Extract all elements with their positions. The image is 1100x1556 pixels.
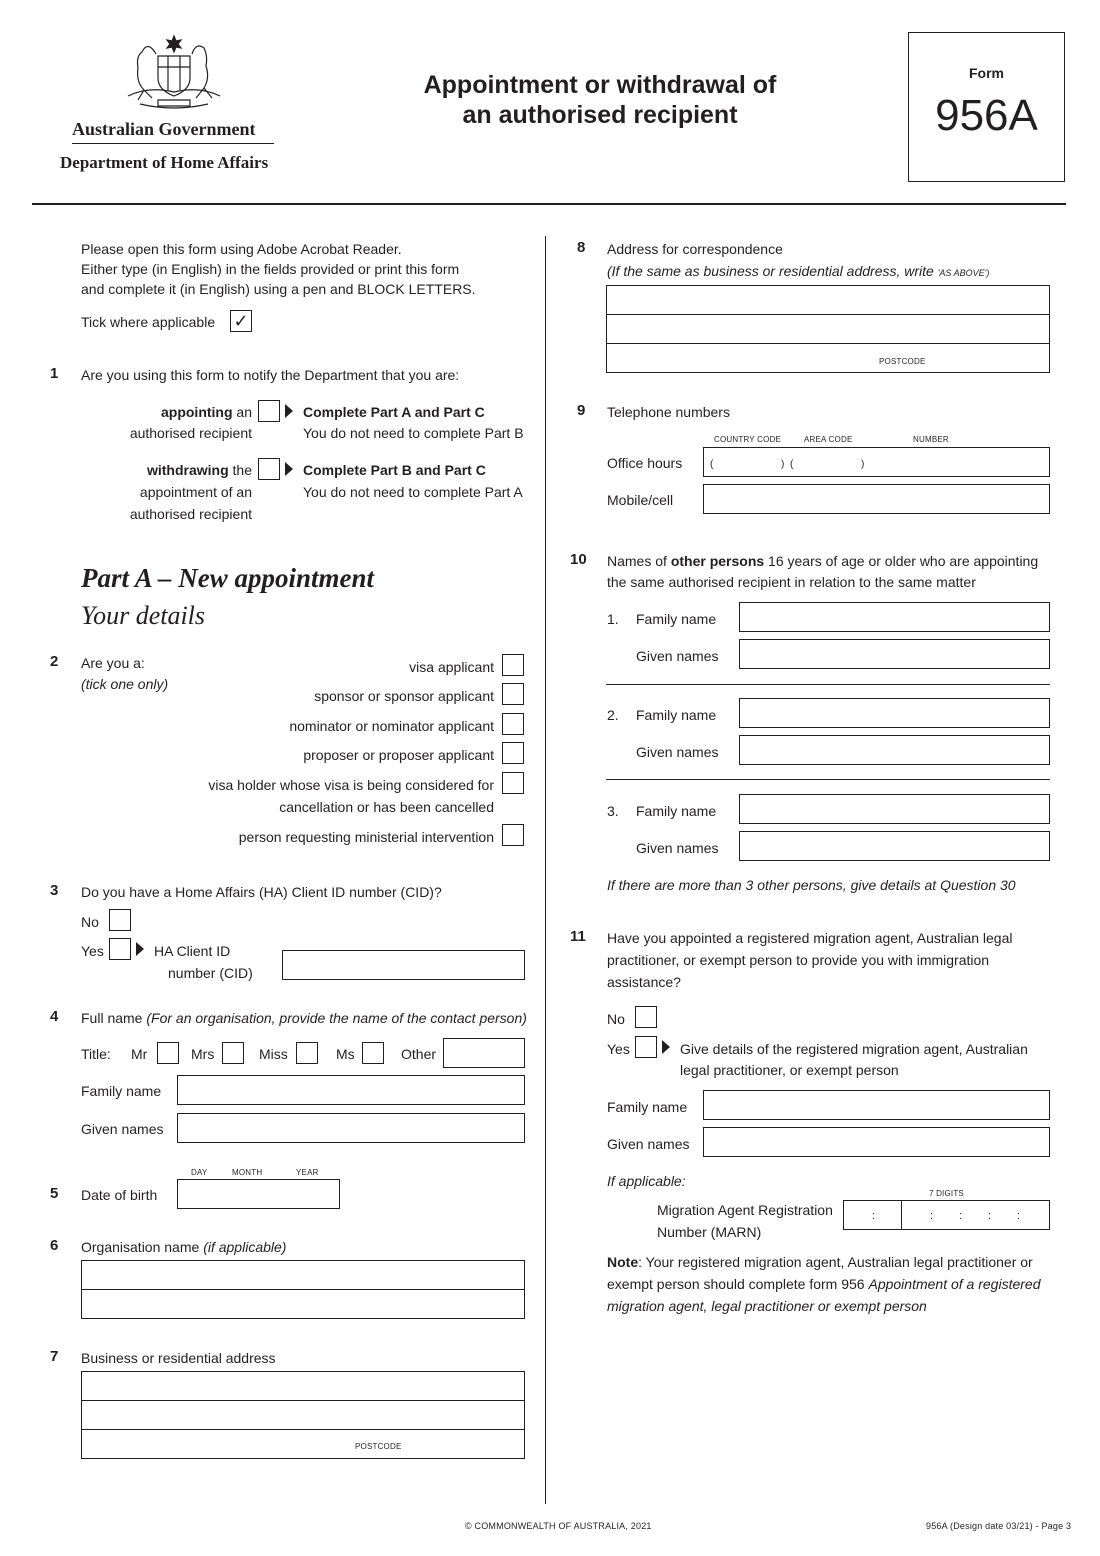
- nominator-checkbox[interactable]: [502, 713, 524, 735]
- q3-number: 3: [50, 882, 59, 899]
- agent-no-checkbox[interactable]: [635, 1006, 657, 1028]
- person2-family-label: Family name: [636, 707, 717, 723]
- q4-number: 4: [50, 1008, 59, 1025]
- q3-yes-label: Yes: [81, 943, 104, 959]
- ministerial-intervention-checkbox[interactable]: [502, 824, 524, 846]
- q1-opt2-label: withdrawing the: [146, 462, 252, 478]
- q1-opt2-note: You do not need to complete Part A: [303, 484, 523, 500]
- cid-no-checkbox[interactable]: [109, 909, 131, 931]
- q11-note-line3: migration agent, legal practitioner or exempt person: [607, 1298, 927, 1314]
- cid-yes-checkbox[interactable]: [109, 938, 131, 960]
- q10-footnote: If there are more than 3 other persons, give details at Question 30: [607, 877, 1016, 893]
- arrow-right-icon: [662, 1040, 670, 1054]
- form-title: [400, 70, 800, 130]
- person3-family-label: Family name: [636, 803, 717, 819]
- marn-separator: :: [959, 1210, 963, 1222]
- form-title-line1: Appointment or withdrawal of: [423, 71, 777, 99]
- dob-year-label: YEAR: [296, 1168, 319, 1177]
- person2-given-label: Given names: [636, 744, 719, 760]
- address-line1-input[interactable]: [81, 1371, 525, 1401]
- address-line3-input[interactable]: [81, 1429, 525, 1459]
- q11-yes-text-line1: Give details of the registered migration agent, Australian: [680, 1041, 1028, 1057]
- sponsor-checkbox[interactable]: [502, 683, 524, 705]
- title-other-label: Other: [401, 1046, 437, 1062]
- paren: (: [710, 459, 714, 470]
- q10-text-line2: the same authorised recipient in relation to the same matter: [607, 574, 976, 590]
- q1-text: Are you using this form to notify the Department that you are:: [81, 367, 460, 383]
- agent-family-label: Family name: [607, 1099, 688, 1115]
- q2-opt-label: nominator or nominator applicant: [289, 718, 494, 734]
- postcode-label: POSTCODE: [355, 1442, 402, 1451]
- check-icon: ✓: [233, 311, 249, 331]
- marn-label-line2: Number (MARN): [657, 1224, 762, 1240]
- mobile-phone-input[interactable]: [703, 484, 1050, 514]
- q1-opt1-label2: authorised recipient: [129, 425, 252, 441]
- tick-example-box: [230, 310, 252, 332]
- organisation-name-input[interactable]: [81, 1260, 525, 1290]
- form-title-line2: an authorised recipient: [462, 101, 738, 129]
- person2-family-input[interactable]: [739, 698, 1050, 728]
- number-label: NUMBER: [913, 435, 949, 444]
- agency-name: Australian Government: [72, 119, 256, 139]
- q2-opt-label: visa applicant: [409, 659, 494, 675]
- person1-family-label: Family name: [636, 611, 717, 627]
- arrow-right-icon: [285, 462, 293, 476]
- q2-hint: (tick one only): [81, 676, 169, 692]
- agent-family-input[interactable]: [703, 1090, 1050, 1120]
- correspondence-line1-input[interactable]: [606, 285, 1050, 315]
- person3-index: 3.: [607, 803, 619, 819]
- title-other-input[interactable]: [443, 1038, 525, 1068]
- organisation-name-input-line2[interactable]: [81, 1289, 525, 1319]
- q1-opt2-label2: appointment of an: [139, 484, 252, 500]
- q3-no-label: No: [81, 914, 99, 930]
- intro-line3: and complete it (in English) using a pen and BLOCK LETTERS.: [81, 281, 476, 297]
- title-mrs-label: Mrs: [191, 1046, 215, 1062]
- marn-separator: :: [872, 1210, 876, 1222]
- office-hours-phone-input[interactable]: [703, 447, 1050, 477]
- intro-line1: Please open this form using Adobe Acrobat Reader.: [81, 241, 402, 257]
- dob-month-label: MONTH: [232, 1168, 263, 1177]
- q11-yes-label: Yes: [607, 1041, 630, 1057]
- tick-label: Tick where applicable: [81, 314, 216, 330]
- marn-label-line1: Migration Agent Registration: [657, 1202, 833, 1218]
- q2-opt-label: visa holder whose visa is being considered for: [208, 777, 494, 793]
- visa-holder-checkbox[interactable]: [502, 772, 524, 794]
- proposer-checkbox[interactable]: [502, 742, 524, 764]
- paren: ): [781, 459, 785, 470]
- form-label: Form: [969, 65, 1004, 81]
- cid-label-line2: number (CID): [168, 965, 253, 981]
- title-mr-label: Mr: [131, 1046, 148, 1062]
- appointing-checkbox[interactable]: [258, 400, 280, 422]
- q4-text: Full name (For an organisation, provide the name of the contact person): [81, 1010, 527, 1026]
- postcode-label: POSTCODE: [879, 357, 926, 366]
- agent-given-input[interactable]: [703, 1127, 1050, 1157]
- person1-index: 1.: [607, 611, 619, 627]
- if-applicable-label: If applicable:: [607, 1173, 686, 1189]
- q10-number: 10: [570, 551, 587, 568]
- intro-line2: Either type (in English) in the fields provided or print this form: [81, 261, 460, 277]
- person3-family-input[interactable]: [739, 794, 1050, 824]
- q8-text: Address for correspondence: [607, 241, 783, 257]
- page-info: 956A (Design date 03/21) - Page 3: [926, 1521, 1072, 1531]
- address-line2-input[interactable]: [81, 1400, 525, 1430]
- dob-input[interactable]: [177, 1179, 340, 1209]
- paren: ): [861, 459, 865, 470]
- q1-opt1-go: Complete Part A and Part C: [303, 404, 485, 420]
- q8-hint: (If the same as business or residential address, write 'AS ABOVE'): [607, 263, 990, 279]
- form-number: 956A: [935, 91, 1038, 140]
- agent-yes-checkbox[interactable]: [635, 1036, 657, 1058]
- marn-separator: :: [930, 1210, 934, 1222]
- person-divider: [606, 684, 1050, 685]
- q9-text: Telephone numbers: [607, 404, 730, 420]
- q1-opt1-label: appointing an: [160, 404, 252, 420]
- q11-number: 11: [570, 928, 586, 945]
- q11-text-line3: assistance?: [607, 974, 681, 990]
- agent-given-label: Given names: [607, 1136, 690, 1152]
- correspondence-line2-input[interactable]: [606, 314, 1050, 344]
- form-number-box: [908, 32, 1065, 182]
- q11-text-line2: practitioner, or exempt person to provide you with immigration: [607, 952, 990, 968]
- mobile-label: Mobile/cell: [607, 492, 674, 508]
- correspondence-line3-input[interactable]: [606, 343, 1050, 373]
- marn-separator: :: [1017, 1210, 1021, 1222]
- q8-number: 8: [577, 239, 586, 256]
- office-hours-label: Office hours: [607, 455, 683, 471]
- agency-underline: [72, 143, 274, 144]
- copyright: © COMMONWEALTH OF AUSTRALIA, 2021: [465, 1521, 652, 1531]
- q1-opt2-go: Complete Part B and Part C: [303, 462, 486, 478]
- part-a-title: Part A – New appointment: [81, 563, 375, 593]
- q2-number: 2: [50, 653, 59, 670]
- q7-number: 7: [50, 1348, 59, 1365]
- title-ms-label: Ms: [336, 1046, 355, 1062]
- area-code-label: AREA CODE: [804, 435, 853, 444]
- q1-opt1-note: You do not need to complete Part B: [303, 425, 524, 441]
- person2-given-input[interactable]: [739, 735, 1050, 765]
- q11-no-label: No: [607, 1011, 625, 1027]
- cid-label-line1: HA Client ID: [154, 943, 231, 959]
- q11-text-line1: Have you appointed a registered migration agent, Australian legal: [607, 930, 1013, 946]
- q2-text: Are you a:: [81, 655, 145, 671]
- country-code-label: COUNTRY CODE: [714, 435, 782, 444]
- person1-given-input[interactable]: [739, 639, 1050, 669]
- q11-note-line2: exempt person should complete form 956 Appointment of a registered: [607, 1276, 1041, 1292]
- q9-number: 9: [577, 402, 586, 419]
- visa-applicant-checkbox[interactable]: [502, 654, 524, 676]
- title-label: Title:: [81, 1046, 111, 1062]
- q1-number: 1: [50, 365, 59, 382]
- q6-text: Organisation name (if applicable): [81, 1239, 287, 1255]
- column-divider: [545, 236, 546, 1504]
- department-name: Department of Home Affairs: [60, 153, 269, 172]
- q11-yes-text-line2: legal practitioner, or exempt person: [680, 1062, 899, 1078]
- marn-input[interactable]: [843, 1200, 1050, 1230]
- person2-index: 2.: [607, 707, 619, 723]
- q2-opt-label: proposer or proposer applicant: [303, 747, 494, 763]
- q2-opt-label-line2: cancellation or has been cancelled: [279, 799, 494, 815]
- given-names-label: Given names: [81, 1121, 164, 1137]
- person3-given-input[interactable]: [739, 831, 1050, 861]
- q5-text: Date of birth: [81, 1187, 158, 1203]
- withdrawing-checkbox[interactable]: [258, 458, 280, 480]
- title-mrs-checkbox[interactable]: [222, 1042, 244, 1064]
- dob-day-label: DAY: [191, 1168, 208, 1177]
- paren: (: [790, 459, 794, 470]
- part-a-subtitle: Your details: [81, 601, 206, 630]
- person3-given-label: Given names: [636, 840, 719, 856]
- title-mr-checkbox[interactable]: [157, 1042, 179, 1064]
- q5-number: 5: [50, 1185, 59, 1202]
- q2-opt-label: sponsor or sponsor applicant: [314, 688, 494, 704]
- family-name-input[interactable]: [177, 1075, 525, 1105]
- header-divider: [32, 203, 1066, 205]
- q6-number: 6: [50, 1237, 59, 1254]
- q2-opt-label: person requesting ministerial intervention: [238, 829, 494, 845]
- title-ms-checkbox[interactable]: [362, 1042, 384, 1064]
- title-miss-label: Miss: [259, 1046, 288, 1062]
- person-divider: [606, 779, 1050, 780]
- marn-divider: [901, 1201, 902, 1229]
- q1-opt2-label3: authorised recipient: [129, 506, 252, 522]
- marn-separator: :: [988, 1210, 992, 1222]
- cid-input[interactable]: [282, 950, 525, 980]
- arrow-right-icon: [285, 404, 293, 418]
- coat-of-arms-logo: [118, 34, 230, 112]
- q10-text: Names of other persons 16 years of age or older who are appointing: [607, 553, 1039, 569]
- given-names-input[interactable]: [177, 1113, 525, 1143]
- title-miss-checkbox[interactable]: [296, 1042, 318, 1064]
- q7-text: Business or residential address: [81, 1350, 276, 1366]
- q11-note-line1: Note: Your registered migration agent, Australian legal practitioner or: [607, 1254, 1033, 1270]
- family-name-label: Family name: [81, 1083, 162, 1099]
- arrow-right-icon: [136, 942, 144, 956]
- q3-text: Do you have a Home Affairs (HA) Client ID number (CID)?: [81, 884, 442, 900]
- person1-family-input[interactable]: [739, 602, 1050, 632]
- person1-given-label: Given names: [636, 648, 719, 664]
- seven-digits-label: 7 DIGITS: [929, 1189, 964, 1198]
